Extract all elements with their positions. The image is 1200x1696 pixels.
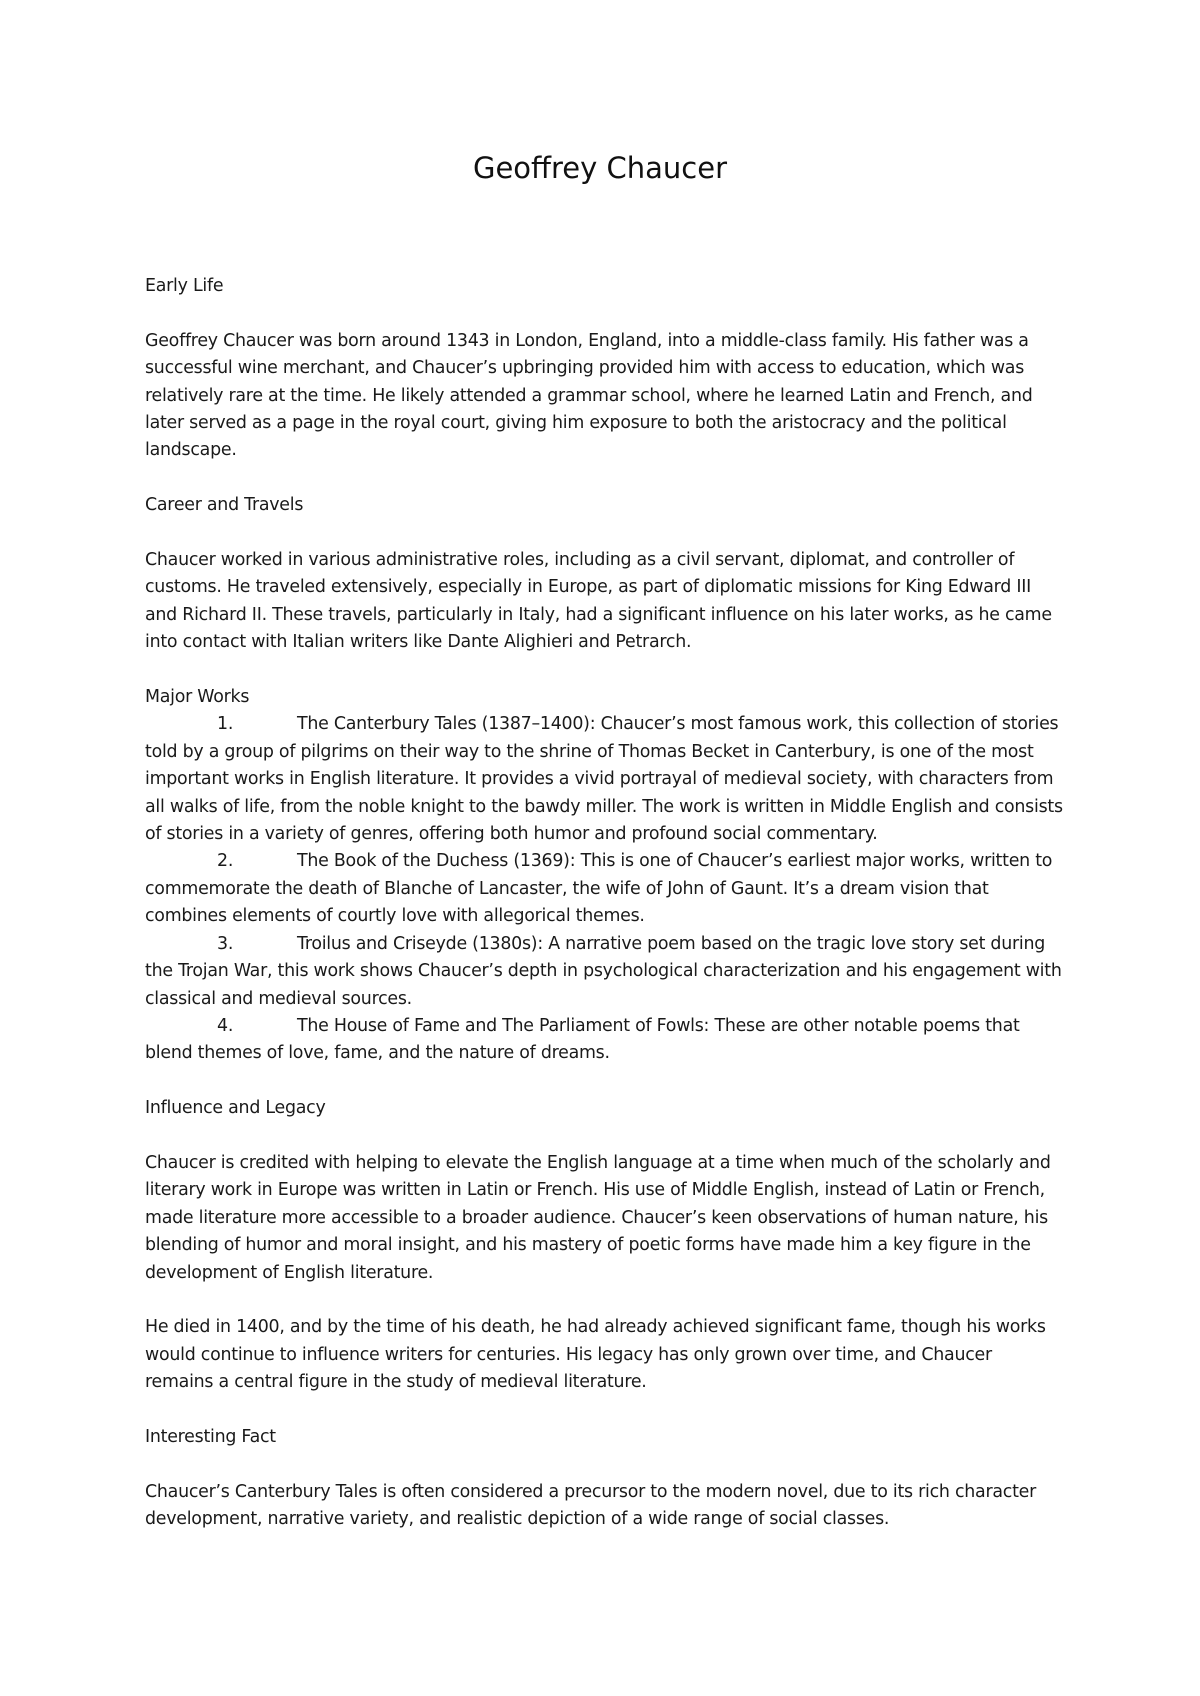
paragraph-spacer — [145, 300, 1065, 327]
list-item-text: Troilus and Criseyde (1380s): A narrative poem based on the tragic love story set during the Trojan War, this work shows Chaucer’s depth in psychological characterization and his engagement with classical and medieval sources. — [145, 933, 1062, 1009]
early-life-paragraph: Geoffrey Chaucer was born around 1343 in London, England, into a middle-class family. His father was a successful wine merchant, and Chaucer’s upbringing provided him with access to education, which was relatively rare at the time. He likely attended a grammar school, where he learned Latin and French, and later served as a page in the royal court, giving him exposure to both the aristocracy and the political landscape. — [145, 330, 1033, 461]
section-heading-major-works: Major Works — [145, 687, 250, 708]
document-title: Geoffrey Chaucer — [472, 151, 728, 185]
list-item-number: 3. — [217, 933, 234, 954]
paragraph-spacer — [145, 1287, 1065, 1314]
paragraph-spacer — [145, 1068, 1065, 1095]
list-item — [145, 931, 1065, 1013]
paragraph-spacer — [145, 520, 1065, 547]
list-item-number: 2. — [217, 851, 234, 872]
paragraph-spacer — [145, 1397, 1065, 1424]
paragraph-spacer — [145, 1451, 1065, 1478]
list-item — [145, 711, 1065, 848]
legacy-paragraph: He died in 1400, and by the time of his death, he had already achieved significant fame, though his works would continue to influence writers for centuries. His legacy has only grown over time, and Chaucer remains a central figure in the study of medieval literature. — [145, 1317, 1046, 1393]
paragraph-spacer — [145, 465, 1065, 492]
list-item — [145, 1013, 1065, 1068]
career-paragraph: Chaucer worked in various administrative roles, including as a civil servant, diplomat, and controller of customs. He traveled extensively, especially in Europe, as part of diplomatic missions for King Edward III and Richard II. These travels, particularly in Italy, had a significant influence on his later works, as he came into contact with Italian writers like Dante Alighieri and Petrarch. — [145, 550, 1052, 653]
document-body — [145, 273, 1065, 1534]
list-item-text: The Book of the Duchess (1369): This is one of Chaucer’s earliest major works, written to commemorate the death of Blanche of Lancaster, the wife of John of Gaunt. It’s a dream vision that combines elements of courtly love with allegorical themes. — [145, 851, 1053, 927]
list-item-number: 1. — [217, 714, 234, 735]
list-item — [145, 848, 1065, 930]
fact-paragraph: Chaucer’s Canterbury Tales is often considered a precursor to the modern novel, due to its rich character development, narrative variety, and realistic depiction of a wide range of social classes. — [145, 1481, 1036, 1530]
section-heading-fact: Interesting Fact — [145, 1426, 276, 1447]
paragraph-spacer — [145, 657, 1065, 684]
list-item-number: 4. — [217, 1015, 234, 1036]
paragraph-spacer — [145, 1123, 1065, 1150]
section-heading-early-life: Early Life — [145, 276, 224, 296]
list-item-text: The Canterbury Tales (1387–1400): Chaucer’s most famous work, this collection of stories told by a group of pilgrims on their way to the shrine of Thomas Becket in Canterbury, is one of the most important works in English literature. It provides a vivid portrayal of medieval society, with characters from all walks of life, from the noble knight to the bawdy miller. The work is written in Middle English and consists of stories in a variety of genres, offering both humor and profound social commentary. — [145, 714, 1063, 845]
influence-paragraph: Chaucer is credited with helping to elevate the English language at a time when much of the scholarly and literary work in Europe was written in Latin or French. His use of Middle English, instead of Latin or French, made literature more accessible to a broader audience. Chaucer’s keen observations of human nature, his blending of humor and moral insight, and his mastery of poetic forms have made him a key figure in the development of English literature. — [145, 1152, 1051, 1283]
section-heading-career: Career and Travels — [145, 495, 304, 516]
list-item-text: The House of Fame and The Parliament of Fowls: These are other notable poems that blend themes of love, fame, and the nature of dreams. — [145, 1015, 1020, 1064]
section-heading-influence: Influence and Legacy — [145, 1098, 326, 1119]
